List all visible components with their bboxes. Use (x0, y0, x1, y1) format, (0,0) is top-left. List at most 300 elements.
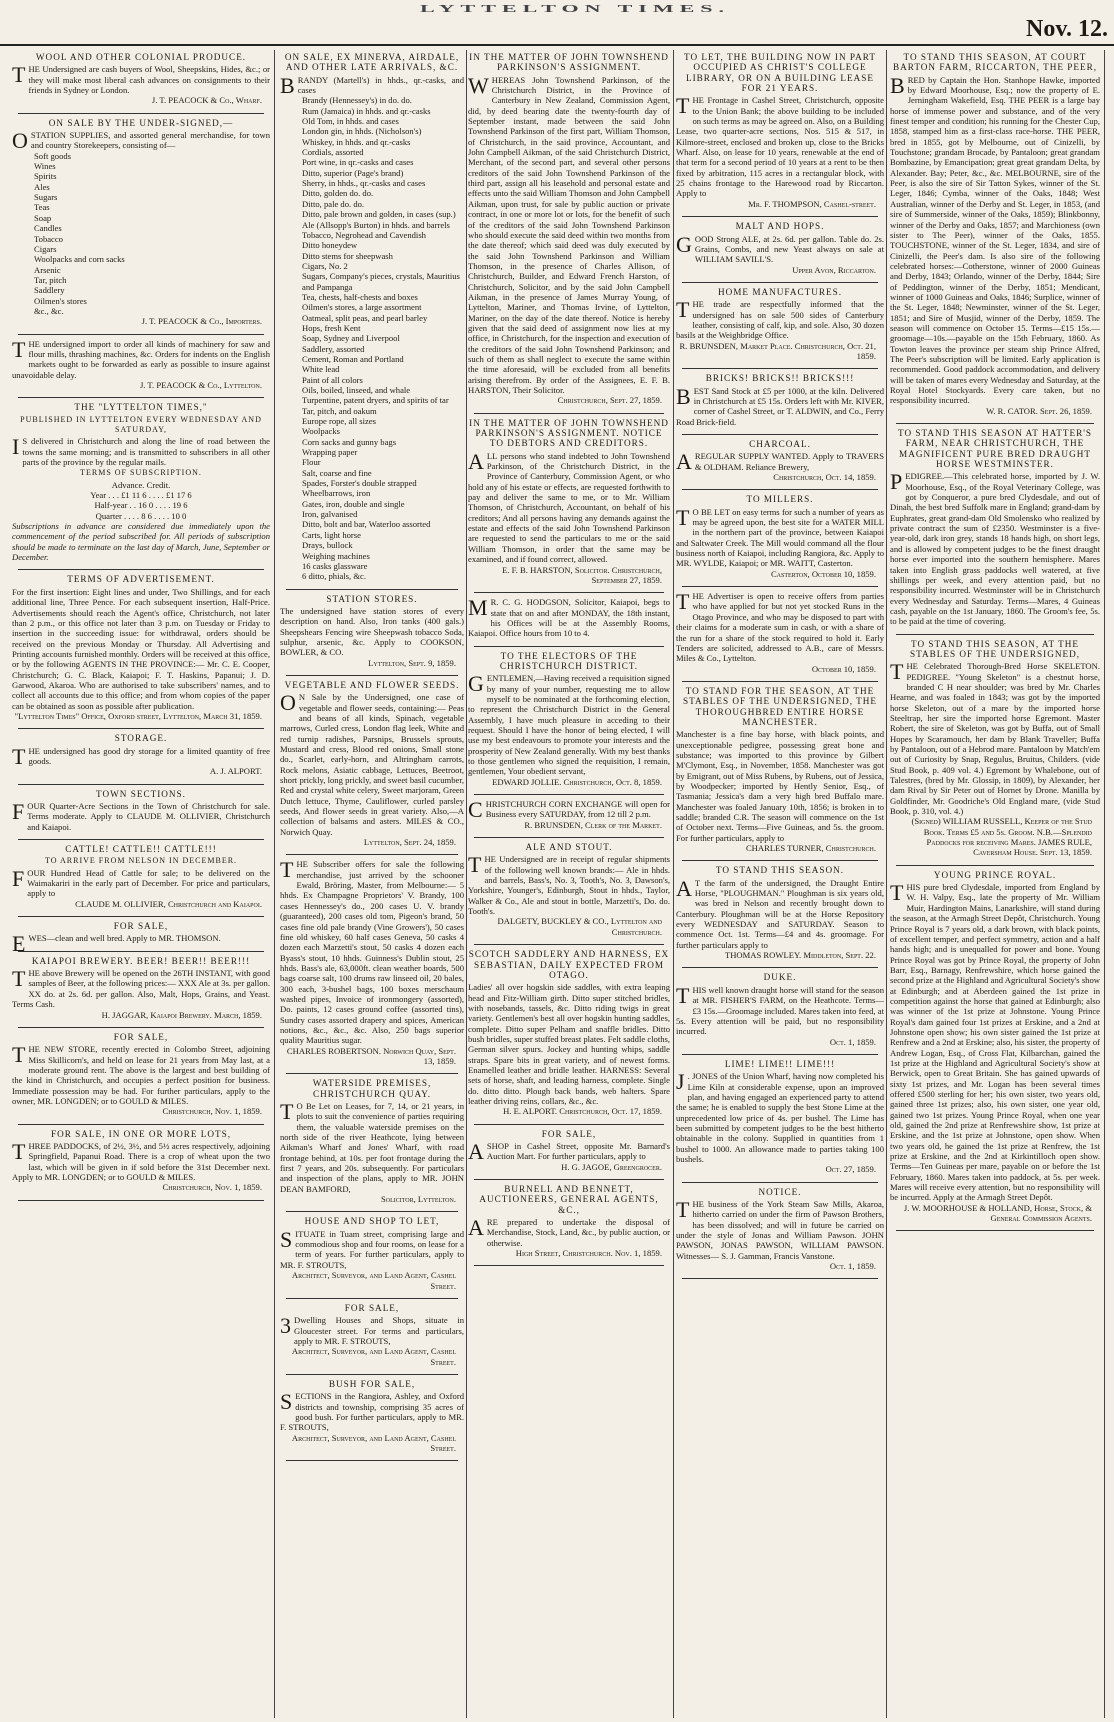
goods-item: Salt, coarse and fine (302, 467, 372, 478)
ad-body (280, 1391, 464, 1432)
ad-heading: SCOTCH SADDLERY AND HARNESS, EX SEBASTIAN, DAILY EXPECTED FROM OTAGO. (468, 949, 670, 980)
drop-capital: S (280, 1389, 293, 1415)
goods-item: 16 casks glassware (302, 560, 368, 571)
ad-text: HE Advertiser is open to receive offers from parties who have applied for but not yet stocked Runs in the Otago Province, and who may be disposed to part with their claims for a moderate sum in cash, or with a share of the run for a share of the stock required to hold it. Early Tenders are solicited, addressed to A.B., care of Messrs. Miles & Co., Lyttelton. (676, 591, 884, 664)
advertisement (676, 865, 884, 963)
ad-separator (682, 434, 878, 435)
ad-heading: NOTICE. (758, 1186, 802, 1197)
drop-capital: T (676, 1197, 690, 1222)
ad-signature: H. JAGGAR, Kaiapoi Brewery. March, 1859. (101, 1009, 262, 1020)
ad-signature: Mr. F. THOMPSON, Cashel-street. (748, 198, 876, 209)
goods-item: Old Tom, in hhds. and cases (302, 116, 399, 127)
goods-item: Tar, pitch (34, 274, 67, 285)
ad-heading: FOR SALE, IN ONE OR MORE LOTS, (50, 1128, 232, 1139)
ad-text: Manchester is a fine bay horse, with black points, and unexceptionable pedigree, possessing great bone and substance; was imported to this province by Gilbert M'Clymont, Esq., in November, 1858. Manchester was got by Emigrant, out of Miss Rubens, by Rubens, out of Jessica, by Woodpecker; imported by Hently Senior, Esq., of Tasmania; Jessica's dam a very high bred Buffalo mare. Manchester was foaled January 10th, 1856; is broken in to saddle; branded C.R. The season will commence on the 1st of October next. Terms—Five Guineas, and 5s. the groom. For further particulars, apply to (676, 729, 884, 843)
ad-separator (18, 951, 264, 952)
advertisement (12, 733, 270, 779)
goods-item: Port wine, in qr.-casks and cases (302, 157, 414, 168)
drop-capital: S (280, 1226, 293, 1252)
advertisement (280, 1379, 464, 1456)
ad-separator (474, 1124, 664, 1125)
ad-separator (18, 113, 264, 114)
advertisement (12, 1129, 270, 1196)
drop-capital: T (12, 743, 26, 769)
drop-capital: T (468, 852, 482, 878)
goods-item: Ditto, bolt and bar, Waterloo assorted (302, 519, 431, 530)
drop-capital: A (468, 1215, 484, 1241)
goods-item: Cordials, assorted (302, 147, 364, 158)
ad-text: STATION SUPPLIES, and assorted general merchandise, for town and country Storekeepers, consisting of— (30, 130, 270, 151)
ad-heading: TO STAND THIS SEASON AT HATTER'S FARM, NEAR CHRISTCHURCH, THE MAGNIFICENT PURE BRED DRAUGHT HORSE WESTMINSTER. (898, 428, 1092, 470)
terms-heading: TERMS OF SUBSCRIPTION. (80, 468, 202, 478)
advertisement (12, 844, 270, 912)
ad-separator (682, 282, 878, 283)
ad-body (12, 931, 270, 957)
ad-separator (286, 1073, 458, 1074)
ad-text: N Sale by the Undersigned, one case of vegetable and flower seeds, containing:— Peas and beans of all kinds, Spinach, vegetable marrows, Curled cress, London flag leek, White and red turnip radishes, Parsnips, Brussels sprouts, Mustard and cress, Blood red onions, Small stone do., Scarlet, early-horn, and Altringham carrots, Rock melons, Asiatic cabbage, Lettuces, Beetroot, short prickly, long prickly, and sweet basil cucumber, Red and crystal white celery, Sweet marjoram, Green Dutch lettuce, Thyme, Cauliflower, curled parsley seeds, And flower seeds in great variety. Also,—A collection of balsams and asters. MILES & CO., Norwich Quay. (280, 692, 464, 837)
ad-signature: THOMAS ROWLEY. Middleton, Sept. 22. (724, 950, 876, 961)
ad-signature: Architect, Surveyor, and Land Agent, Cashel Street. (291, 1346, 456, 1367)
goods-item: Woolpacks (302, 426, 340, 437)
drop-capital: A (676, 449, 692, 475)
ad-body (280, 1101, 464, 1194)
advertisement (280, 1078, 464, 1207)
goods-item: Europe rope, all sizes (302, 416, 376, 427)
ad-heading: TO STAND THIS SEASON, AT THE STABLES OF THE UNDERSIGNED, (909, 638, 1081, 659)
ad-text: WES—clean and well bred. Apply to MR. THOMSON. (28, 933, 221, 944)
column-rule (1104, 50, 1105, 1718)
goods-item: Tar, pitch, and oakum (302, 405, 377, 416)
ad-text: HREE PADDOCKS, of 2½, 3½, and 5½ acres respectively, adjoining Springfield, Papanui Road. There is a crop of wheat upon the two last, which will be given in if sold before the 31st December next. Apply to MR. LONGDEN; or to GOULD & MILES. (12, 1140, 270, 1182)
advertisement (468, 1184, 670, 1261)
ad-text: R. C. G. HODGSON, Solicitor, Kaiapoi, begs to state that on and after MONDAY, the 18th instant, his Offices will be at the Assembly Rooms, Kaiapoi. Office hours from 10 to 4. (468, 597, 670, 639)
ad-signature: Christchurch, Sept. 27, 1859. (557, 395, 662, 406)
ad-text: T the farm of the undersigned, the Draught Entire Horse, "PLOUGHMAN." Ploughman is six years old, was bred in Nelson and recently brought down to Canterbury. Ploughman will be at the Horse Repository every WEDNESDAY and SATURDAY. Season to commence Oct. 1st. Terms—£4 and 4s. groomage. For further particulars apply to (676, 877, 884, 950)
ad-separator (286, 1460, 458, 1461)
drop-capital: T (676, 982, 690, 1008)
drop-capital: T (890, 880, 904, 906)
ad-body (12, 128, 270, 154)
advertisement (280, 52, 464, 585)
ad-heading: CHARCOAL. (749, 439, 811, 449)
goods-item: Drays, bullock (302, 540, 353, 551)
advertisement (12, 921, 270, 957)
ad-separator (18, 397, 264, 398)
goods-item: Corn sacks and gunny bags (302, 436, 397, 447)
ad-signature: Lyttelton, Sept. 24, 1859. (363, 837, 456, 848)
goods-item: Oils, boiled, linseed, and whale (302, 385, 411, 395)
goods-item: Oatmeal, split peas, and pearl barley (302, 312, 428, 323)
ad-heading: MALT AND HOPS. (735, 221, 825, 232)
ad-signature: October 10, 1859. (811, 663, 876, 674)
ad-body (890, 661, 1100, 816)
goods-item: Whiskey, in hhds. and qr.-casks (302, 136, 411, 147)
ad-separator (286, 854, 458, 855)
advertisement (676, 52, 884, 212)
ad-body (468, 854, 670, 916)
ad-text: O Be Let on Leases, for 7, 14, or 21 years, in plots to suit the convenience of parties requiring them, the valuable waterside premises on the north side of the river Heathcote, lying between Aikman's Wharf and Jones' Wharf, with road frontage behind, at 10s. per foot frontage during the first 7 years, and 20s. subsequently. For particulars and inspection of the plans, apply to MR. JOHN DEAN BAMFORD, (280, 1101, 464, 1194)
drop-capital: T (12, 336, 26, 362)
ad-body (676, 1199, 884, 1261)
goods-item: Flour (302, 457, 321, 468)
advertisement (676, 287, 884, 364)
ad-heading: TO STAND THIS SEASON, AT COURT BARTON FARM, RICCARTON, THE PEER, (892, 52, 1097, 73)
ad-separator (18, 728, 264, 729)
column-rule (274, 50, 275, 1718)
ad-heading: HOME MANUFACTURES. (717, 286, 842, 297)
goods-item: Arsenic (34, 264, 61, 275)
ad-separator (474, 837, 664, 838)
ad-signature: CHARLES TURNER, Christchurch. (745, 843, 876, 854)
goods-item: Ditto, pale brown and golden, in cases (sup.) (302, 209, 456, 220)
ad-separator (896, 423, 1094, 424)
goods-item: Soap (34, 212, 52, 223)
drop-capital: O (12, 128, 28, 154)
ad-body (890, 882, 1100, 1203)
advertisement (676, 494, 884, 582)
ad-body (280, 692, 464, 837)
ad-signature: H. G. JAGOE, Greengrocer. (561, 1161, 662, 1172)
ad-heading: WATERSIDE PREMISES, CHRISTCHURCH QUAY. (312, 1078, 432, 1099)
ad-body (676, 982, 884, 1037)
ad-body (890, 471, 1100, 626)
advertisement (280, 594, 464, 671)
drop-capital: T (12, 1042, 26, 1068)
ad-heading: TO THE ELECTORS OF THE CHRISTCHURCH DISTRICT. (499, 650, 639, 671)
ad-text: RE prepared to undertake the disposal of Merchandise, Stock, Land, &c., by public auction, or otherwise. (486, 1217, 670, 1248)
ad-separator (474, 944, 664, 945)
ad-text: S delivered in Christchurch and along the line of road between the towns the same morning; and is transmitted to subscribers in all other parts of the province by the regular mails. (22, 436, 270, 468)
ad-text: HIS well known draught horse will stand for the season at MR. FISHER'S FARM, on the Heathcote. Terms—£3 15s.—Groomage included. Mares taken into feed, at 5s. Every attention will be paid, but no responsibility incurred. (676, 984, 884, 1037)
ad-text: LL persons who stand indebted to John Townshend Parkinson, of the Christchurch District, in the Province of Canterbury, Commission Agent, or who hold any of his estate or effects, are requested forthwith to pay and deliver the same to me, or to Mr. William Thomson, of Christchurch, Accountant, on behalf of his creditors; And all persons having any demands against the estate and effects of the said John Townshend Parkinson are requested to send the particulars to me or the said William Thomson, in order that the same may be examined, and if found correct, allowed. (468, 450, 670, 565)
ad-separator (18, 569, 264, 570)
ad-signature: (Signed) WILLIAM RUSSELL, Keeper of the Stud Book. Terms £5 and 5s. Groom. N.B.—Splendid Paddocks for receiving Mares. JAMES RULE, Caversham House. Sept. 13, 1859. (911, 816, 1092, 858)
ad-body (12, 865, 270, 899)
ad-separator (286, 1298, 458, 1299)
ad-signature: CHARLES ROBERTSON. Norwich Quay, Sept. 13, 1859. (286, 1045, 456, 1066)
ad-heading: TO STAND FOR THE SEASON, AT THE STABLES OF THE UNDERSIGNED, THE THOROUGHBRED ENTIRE HORSE MANCHESTER. (682, 685, 878, 727)
ad-text: OUR Hundred Head of Cattle for sale; to be delivered on the Waimakariri in the early part of December. For price and particulars, apply to (27, 867, 270, 899)
ad-heading: BUSH FOR SALE, (328, 1378, 416, 1389)
goods-item: Sherry, in hhds., qr.-casks and cases (302, 178, 426, 189)
ad-body (12, 968, 270, 1009)
terms-row: Quarter . . . . 8 6 . . . . 10 0 (95, 510, 187, 521)
ad-separator (474, 646, 664, 647)
ad-subheading: TO ARRIVE FROM NELSON IN DECEMBER. (44, 856, 238, 866)
ad-text: For the first insertion: Eight lines and under, Two Shillings, and for each additional line, Three Pence. For each subsequent insertion, Half-Price. Advertisements should reach the Agent's office, Christchurch, not later than 2 p.m., or this office not later than 3 p.m. on Tuesday or Friday to insertion in the succeeding issue: for withdrawal, orders should be received on the previous Monday or Thursday. All Advertising and Printing accounts furnished monthly. Orders will be received at this office, or by the following AGENTS IN THE PROVINCE:— Mr. C. E. Cooper, Christchurch; G. C. Black, Kaiapoi; F. T. Haskins, Papanui; J. D. Garwood, Akaroa. Who are authorised to take subscribers' names, and to collect all accounts due to this office; and from whom copies of the paper can be obtained as soon as possible after publication. (12, 586, 270, 711)
ad-heading: VEGETABLE AND FLOWER SEEDS. (284, 679, 460, 690)
ad-body (676, 875, 884, 950)
ad-separator (18, 334, 264, 335)
column-5 (890, 50, 1100, 1716)
drop-capital: I (12, 434, 20, 460)
goods-item: Saddlery, assorted (302, 343, 365, 354)
goods-item: Sugars, Company's pieces, crystals, Mauritius and Pampanga (302, 271, 460, 292)
ad-signature: Architect, Surveyor, and Land Agent, Cashel Street. (291, 1270, 456, 1291)
ad-separator (18, 839, 264, 840)
ad-text: HE undersigned import to order all kinds of machinery for saw and flour mills, thrashing machines, &c. Orders for indents on the English markets ought to be forwarded as early as possible to insure against unavoidable delay. (12, 338, 270, 380)
advertisement (280, 859, 464, 1069)
ad-separator (474, 592, 664, 593)
ad-body (676, 231, 884, 265)
advertisement (468, 799, 670, 833)
ad-body (280, 606, 464, 658)
goods-list (280, 95, 464, 581)
terms-row: Advance. Credit. (111, 479, 171, 490)
advertisement (468, 949, 670, 1120)
drop-capital: T (280, 857, 294, 883)
drop-capital: A (676, 875, 692, 901)
ad-separator (474, 1265, 664, 1266)
advertisement (676, 972, 884, 1049)
ad-body (676, 504, 884, 569)
goods-item: Weighing machines (302, 550, 370, 561)
ad-text: O BE LET on easy terms for such a number of years as may be agreed upon, the best site for a WATER MILL in the northern part of the province, between Kaiapoi and Saltwater Creek. The Mill would command all the flour business north of Kaiapoi, including Rangiora, &c. Apply to MR. WYLDE, Kaiapoi; or MR. WAITT, Casterton. (676, 506, 884, 569)
ad-separator (682, 368, 878, 369)
ad-body (468, 597, 670, 638)
ad-heading: WOOL AND OTHER COLONIAL PRODUCE. (35, 52, 247, 62)
advertisement (890, 870, 1100, 1227)
ad-separator (474, 413, 664, 414)
advertisement (468, 52, 670, 409)
ad-separator (18, 1124, 264, 1125)
ad-text: OOD Strong ALE, at 2s. 6d. per gallon. Table do. 2s. Grains, Combs, and new Yeast always on sale at WILLIAM SAVILL'S. (694, 233, 884, 265)
ad-separator (286, 675, 458, 676)
goods-item: Paint of all colors (302, 374, 363, 385)
ad-separator (286, 1374, 458, 1375)
advertisement (280, 1216, 464, 1293)
ad-text: HE Celebrated Thorough-Bred Horse SKELETON. PEDIGREE. "Young Skeleton" is a chestnut horse, branded C H near shoulder; was bred by Mr. Charles Hearne, and was foaled in 1843; was got by the imported horse Skeleton, out of a mare by the imported horse Steeltrap, her sire the imported horse Egremont. Master Robert, the sire of Skeleton, was got by Buffa, out of Small Hopes by Scaramouch, her dam by Blank Traveller; Buffa by Pantaloon, out of a Hebrod mare. Pantaloon by Match'em out of Curiosity by Snap, Regulus, Bruitus, Childers. (vide Stud Book, p. 409 vol. 4.) Egremont by Whalebone, out of Talestres, (bred by Mr. Glossip, in 1809), by Alexander, her dam Rival by Sir Peter out of Hornet by Drone. Manilla by Goldfinder, Mr. Goodriche's Old England mare, (vide Stud Book, p. 310, vol. 4.) (890, 661, 1100, 817)
ad-heading: ALE AND STOUT. (525, 842, 613, 853)
ad-heading: ON SALE, EX MINERVA, AIRDALE, AND OTHER LATE ARRIVALS, &C. (284, 52, 460, 73)
ad-text: RED by Captain the Hon. Stanhope Hawke, imported by Edward Moorhouse, Esq.; now the property of E. Jerningham Wakefield, Esq. THE PEER is a large bay horse of immense power and substance, and of the very finest temper and condition; his running for the Chester Cup, 1858, stamped him as a first-class race-horse. THE PEER, bred in 1855, got by Melbourne, out of Cinizelli, by Touchstone; grandam Brocade, by Pantaloon; great grandam Bombazine, by Emancipation; great great grandam Delta, by Alexander. Bay; Peter, &c., &c. MELBOURNE, sire of the Peer, is also the sire of Sir Tatton Sykes, winner of the St. Leger, 1846; Cymba, winner of the Oaks, 1848; West Australian, winner of the Derby and St. Leger, in 1853, (and sire of Summerside, winner of the Oaks, 1859); Blinkbonny, winner of the Derby and Oaks, 1857; and Marchioness (own sister to The Peer), winner of the Oaks, 1855. TOUCHSTONE, winner of the St. Leger, 1834, and sire of Cinizelli, the Peer's dam. Is also sire of the following celebrated horses:—Cotherstone, winner of 2000 Guineas and Derby, 1843; Orlando, winner of the Derby, 1844; Sire of Peddington, winner of the Derby, 1851; Mendicant, winner of 1000 Guineas and Oaks, 1846; Surplice, winner of the St. Leger, 1848; Newminster, winner of the St. Leger, 1851; and Sire of Musjid, winner of the Derby, 1859. The season will commence on October 15. Terms—£15 15s.—groomage—10s.—payable on the 15th February, 1860. As Towton leaves the province per steam ship Prince Alfred, The Peer's subscription will be limited. Early application is recommended. Good paddock accommodation, and delivery will be taken of mares every Wednesday and Saturday, at the Royal Hotel Stockyards. Every care taken, but no responsibility incurred. (890, 74, 1100, 406)
ad-heading: TO STAND THIS SEASON. (715, 865, 845, 876)
ad-subheading: PUBLISHED IN LYTTELTON EVERY WEDNESDAY AND SATURDAY, (20, 414, 262, 434)
drop-capital: T (676, 504, 690, 530)
drop-capital: W (468, 72, 489, 98)
ad-signature: CLAUDE M. OLLIVIER, Christchurch and Kaiapoi. (75, 898, 262, 909)
ad-body (676, 383, 884, 427)
ad-body (280, 859, 464, 1045)
ad-body (12, 1044, 270, 1106)
advertisement (676, 686, 884, 857)
ad-text: HE Subscriber offers for sale the following merchandise, just arrived by the schooner Ewald, Bröring, Master, from Melbourne:— 5 hhds. Ex Champagne Proprietors' V. Brandy, 100 cases Hennessey's do., 200 cases U. V. brandy (guaranteed), 200 cases old tom, Pigeon's brand, 50 cases fine old pale brandy (Vine Growers'), 50 cases fine old whiskey, 60 half cases Geneva, 50 casks 4 dozen each Marzetti's stout, 50 casks 4 dozen each Byass's stout, 10 hhds. Guinness's Dublin stout, 25 hhds. Bass's ale, 63,000ft. clean weather boards, 500 bags coarse salt, 100 drums raw linseed oil, 20 bales, 300 each, 3-bushel bags, 100 boxes merschaum washed pipes, Invoice of ironmongery (assorted), Do. paints, 12 cases ground coffee (assorted tins), Sundry cases assorted drapery and spices, American notions, &c., &c., &c. Also, 250 bags superior quality Mauritius sugar. (280, 859, 464, 1046)
ad-signature: DALGETY, BUCKLEY & CO., Lyttelton and Christchurch. (497, 916, 662, 937)
ad-heading: STORAGE. (114, 733, 168, 744)
ad-signature: Christchurch, Nov. 1, 1859. (162, 1182, 262, 1193)
goods-item: Spirits (34, 171, 57, 182)
ad-signature: High Street, Christchurch. Nov. 1, 1859. (515, 1248, 662, 1259)
goods-item: Rum (Jamaica) in hhds. and qr.-casks (302, 105, 431, 116)
ad-heading: LIME! LIME!! LIME!!! (724, 1058, 836, 1069)
ad-text: HEREAS John Townshend Parkinson, of the Christchurch District, in the Province of Canterbury in New Zealand, Commission Agent, did, by deed bearing date the twenty-fourth day of September instant, made between the said John Townshend Parkinson of the first part, William Thomson, of Christchurch, in the said province, Accountant, and John Campbell Aikman, of the said Christchurch District, Merchant, of the second part, and several other persons creditors of the said John Townshend Parkinson of the third part, assign all his leasehold and personal estate and effects unto the said William Thomson and John Campbell Aikman, upon trust, for sale by public auction or private contract, in one or more lot or lots, for the benefit of such of the creditors of the said John Townshend Parkinson who should execute the said deed within two months from the date thereof; which said deed was duly executed by the said John Townshend Parkinson and William Thomson, in the presence of Charles Allison, of Christchurch, Builder, and Edward French Harston, of Christchurch, Solicitor, and by the said John Campbell Aikman, in the presence of James Murray Young, of Lyttelton, Mariner, and Thomas Irvine, of Lyttelton, Mariner, on the day of the date thereof. Notice is hereby given that the said deed of assignment now lies at my office, in Christchurch, for the inspection and execution of the creditors of the said John Townshend Parkinson; and such of them as shall neglect to execute the same within the time aforesaid, will be excluded from all benefits arising therefrom. By order of the Assignees, E. F. B. HARSTON, Their Solicitor. (468, 74, 670, 395)
drop-capital: T (676, 297, 690, 323)
ad-heading: YOUNG PRINCE ROYAL. (933, 869, 1057, 880)
ad-signature: J. W. MOORHOUSE & HOLLAND, Horse, Stock, & General Commission Agents. (903, 1202, 1092, 1224)
ad-body (468, 72, 670, 396)
ad-separator (682, 586, 878, 587)
ad-heading: DUKE. (763, 972, 797, 983)
ad-separator (682, 1054, 878, 1055)
drop-capital: O (280, 690, 296, 716)
drop-capital: E (12, 931, 26, 957)
goods-item: Tobacco (34, 233, 63, 244)
ad-signature: J. T. PEACOCK & Co., Lyttelton. (139, 379, 262, 390)
ad-signature: Christchurch, Oct. 14, 1859. (773, 472, 876, 483)
goods-item: Ditto, golden do. do. (302, 188, 374, 199)
ad-separator (896, 1230, 1094, 1231)
ad-signature: Oct. 27, 1859. (825, 1164, 876, 1175)
goods-item: Tobacco, Negrohead and Cavendish (302, 229, 426, 240)
advertisement (468, 418, 670, 589)
ad-heading: STATION STORES. (326, 593, 418, 604)
drop-capital: B (676, 383, 691, 409)
ad-heading: TO MILLERS. (746, 494, 814, 505)
ad-body (676, 1071, 884, 1164)
ad-separator (18, 1200, 264, 1201)
ad-text: ENTLEMEN,—Having received a requisition signed by many of your number, requesting me to allow myself to be nominated at the forthcoming election, to represent the Christchurch District in the General Assembly, I have much pleasure in acceding to their request. Should I have the honor of being elected, I will use my best endeavours to promote your interests and the prosperity of New Zealand generally. With my best thanks to those gentlemen who signed the requisition, I remain, gentlemen, Your obedient servant, (468, 673, 670, 777)
goods-item: London gin, in hhds. (Nicholson's) (302, 126, 422, 137)
ad-text: Dwelling Houses and Shops, situate in Gloucester street. For terms and particulars, apply to MR. F. STROUTS, (294, 1315, 464, 1346)
ad-body (12, 436, 270, 467)
ad-heading: THE "LYTTELTON TIMES," (74, 402, 208, 413)
ad-separator (682, 967, 878, 968)
ad-separator (682, 860, 878, 861)
ad-body (676, 299, 884, 340)
ad-separator (682, 1182, 878, 1183)
ad-text: HRISTCHURCH CORN EXCHANGE will open for Business every SATURDAY, from 12 till 2 p.m. (485, 799, 670, 820)
goods-item: Ale (Allsopp's Burton) in hhds. and barrels (302, 219, 450, 230)
ad-text: HE above Brewery will be opened on the 26TH INSTANT, with good samples of Beer, at the following prices:— XXX Ale at 3s. per gallon. XX do. at 2s. 6d. per gallon. Also, Malt, Hops, Grains, and Yeast. Terms Cash. (12, 968, 270, 1010)
drop-capital: T (12, 1138, 26, 1164)
goods-item: Cigars (34, 243, 57, 254)
ad-body (12, 587, 270, 711)
advertisement (676, 373, 884, 430)
ad-signature: R. BRUNSDEN, Clerk of the Market. (524, 819, 662, 830)
ad-text: HE trade are respectfully informed that the undersigned has on sale 500 sides of Canterbury leather, consisting of calf, kip, and sole. Also, 30 dozen basils at the Weighbridge Office. (676, 299, 884, 341)
ad-signature: Casterton, October 10, 1859. (770, 568, 876, 579)
column-rule (673, 50, 674, 1718)
ad-text: ECTIONS in the Rangiora, Ashley, and Oxford districts and township, comprising 35 acres of good bush. For further particulars, apply to MR. F. STROUTS, (280, 1391, 464, 1433)
advertisement (12, 118, 270, 330)
goods-item: Woolpacks and corn sacks (34, 254, 125, 265)
ad-text: The undersigned have station stores of every description on hand. Also, Iron tanks (400 gals.) Sheepshears Fencing wire Sheepwash tobacco Soda, sulphur, arsenic, &c. Apply to COOKSON, BOWLER, & CO. (280, 605, 464, 658)
ad-body (468, 797, 670, 823)
goods-item: Ditto honeydew (302, 240, 358, 251)
goods-item: Teas (34, 202, 50, 213)
ad-separator (18, 916, 264, 917)
advertisement (280, 1303, 464, 1370)
ad-signature: H. E. ALPORT. Christchurch, Oct. 17, 1859. (503, 1106, 662, 1117)
goods-item: Oilmen's stores (34, 295, 87, 306)
goods-item: Ales (34, 181, 50, 192)
ad-text: RANDY (Martell's) in hhds., qr.-casks, and cases (297, 74, 464, 96)
ad-text: . JONES of the Union Wharf, having now completed his Lime Kiln at considerable expense, upon an improved plan, and having engaged an experienced party to attend the same; he is enabled to supply the best Stone Lime at the unprecedented low price of 4s. per bushel. The Lime has been submitted by competent judges to be the best hitherto obtainable in the colony. Supplied in quantities from 1 bushel to 1000. An allowance made to parties taking 100 bushels. (676, 1071, 884, 1164)
column-1 (12, 50, 270, 1716)
ad-heading: BURNELL AND BENNETT, AUCTIONEERS, GENERAL AGENTS, &C., (479, 1184, 659, 1215)
drop-capital: A (468, 448, 484, 474)
ad-text: EDIGREE.—This celebrated horse, imported by J. W. Moorhouse, Esq., of the Royal Veterinary College, was got by Conqueror, a pure bred Clydesdale, and out of Dinah, the best bred Suffolk mare in England; grand-dam by Euphrates, great grand-dam Old Smolensko who realized by private contract the sum of £2350. Westminster is a five-year-old, dark iron grey, stands 18 hands high, on short legs, and is allowed by competent judges to be the finest draught horse ever imported into the southern hemisphere. Mares taken into English grass paddocks well watered, at five shillings per week, and every attention paid, but no responsibility incurred. Westminster will be in Christchurch every Wednesday and Saturday. Terms—Mares, 4 Guineas cash, payable on the 1st January, 1860. The Groom's fee, 5s. to be paid at the time of covering. (890, 471, 1100, 627)
ad-body (12, 336, 270, 380)
advertisement (890, 52, 1100, 419)
advertisement (468, 1129, 670, 1175)
ad-body (468, 1217, 670, 1248)
goods-item: Candles (34, 223, 62, 234)
ad-signature: Christchurch, Nov. 1, 1859. (162, 1106, 262, 1117)
terms-row: Year . . . £1 11 6 . . . . £1 17 6 (90, 490, 192, 501)
ad-text: SHOP in Cashel Street, opposite Mr. Barnard's Auction Mart. For further particulars, apply to (486, 1141, 670, 1162)
advertisement (12, 789, 270, 835)
ad-separator (18, 1027, 264, 1028)
drop-capital: T (676, 93, 690, 119)
ad-separator (682, 489, 878, 490)
ad-signature: Oct. 1, 1859. (829, 1036, 876, 1047)
masthead (0, 0, 1114, 46)
ad-body (676, 449, 884, 475)
ad-body (12, 801, 270, 832)
advertisement (280, 680, 464, 851)
drop-capital: A (468, 1139, 484, 1164)
drop-capital: F (12, 799, 25, 824)
ad-heading: FOR SALE, (344, 1302, 400, 1313)
ad-signature: J. T. PEACOCK & Co., Importers. (141, 316, 262, 327)
goods-item: Saddlery (34, 285, 65, 296)
ad-signature: Oct. 1, 1859. (829, 1261, 876, 1272)
advertisement (676, 221, 884, 278)
ad-text: HE Frontage in Cashel Street, Christchurch, opposite to the Union Bank; the above building to be included on such terms as may be agreed on. Also, on a Building Lease, two quarter-acre sections, Nos. 515 & 517, in Kilmore-street, enclosed and broken up, close to the Bricks Wharf. Also, on lease for 10 years, renewable at the end of that term for a second period of 10 years at a rent to be then fixed by arbitration, 115 acres in a rectangular block, with 25 chains frontage to the Harewood road by Riccarton. Apply to (676, 95, 884, 199)
ad-body (280, 72, 464, 98)
goods-item: Turpentine, patent dryers, and spirits of tar (302, 395, 449, 406)
goods-item: Wheelbarrows, iron (302, 488, 371, 499)
advertisement (468, 597, 670, 641)
goods-item: Ditto, pale do. do. (302, 198, 365, 209)
advertisement (676, 439, 884, 485)
advertisement (676, 1187, 884, 1275)
ad-body (12, 64, 270, 95)
ad-heading: IN THE MATTER OF JOHN TOWNSHEND PARKINSON'S ASSIGNMENT. NOTICE TO DEBTORS AND CREDITORS. (469, 417, 669, 449)
goods-item: Ditto, superior (Page's brand) (302, 167, 404, 178)
ad-body (676, 591, 884, 663)
goods-item: Gates, iron, double and single (302, 498, 405, 509)
advertisement (468, 651, 670, 790)
ad-body (468, 448, 670, 565)
issue-date: Nov. 12. (1025, 16, 1108, 42)
goods-item: Oilmen's stores, a large assortment (302, 302, 422, 313)
drop-capital: M (468, 595, 488, 621)
ad-separator (286, 589, 458, 590)
drop-capital: 3 (280, 1313, 291, 1339)
ad-signature: A. J. ALPORT. (209, 766, 262, 777)
ad-body (468, 1141, 670, 1162)
ad-signature: Architect, Surveyor, and Land Agent, Cashel Street. (291, 1432, 456, 1453)
ad-signature: "Lyttelton Times" Office, Oxford street, Lyttelton, March 31, 1859. (14, 710, 262, 721)
ad-text: HE Undersigned are cash buyers of Wool, Sheepskins, Hides, &c.; or they will make most liberal cash advances on consignments to their friends in Sydney or London. (28, 64, 270, 96)
ad-separator (682, 1278, 878, 1279)
goods-item: Cigars, No. 2 (302, 260, 348, 271)
ad-separator (286, 1211, 458, 1212)
ad-separator (474, 1179, 664, 1180)
ad-text: HIS pure bred Clydesdale, imported from England by W. H. Valpy, Esq., late the property of Mr. William Muir, Hardington Mains, Lanarkshire, will stand during the season, at the Armagh Street Depôt, Christchurch. Young Prince Royal is 7 years old, a dark brown, with black points, of excellent temper, and perfect symmetry, action and a half hands high; and is unequalled for power and bone. Young Prince Royal was got by Prince Royal, the property of John Barr, Esq., Barnagy, Renfrewshire, which horse gained the second prize at the Highland and Agricultural Society's show at Edinburgh; and at Aberdeen gained the 1st prize in competition against the horse that gained at Edinburgh; also was winner of the 1st prize at Johnstone. Young Prince Royal's dam gained four 1st prizes at Erskine, and a 2nd at Johnstone open show; his own sister gained the 1st prize at Renfrew and a 2nd at Erskine; also, his sister, the property of Andrew Logan, Esq., of Cross Flat, Kilbarchan, gained the 1st prize at the Highland and Agricultural Society's show at Berwick, open to Great Britain. She has gained upwards of sixty 1st prizes, and Mr. Logan has been several times offered £500 sterling for her; his own sister, two years old, gained three 1st prizes; also, his own sister, one year old, gained two 1st prizes. Young Prince Royal, when one year old, gained the 2nd prize at Renfrewshire show, 1st prize at Erskine, and the 1st prize at Johnstone, open show. When two years old, he gained the 1st prize at Renfrew, the 1st prize at Erskine, and the 2nd at Kirkintilloch open show. Terms—Ten Guineas per mare, payable on or before the 1st February, 1860. Mares taken into paddock, at 5s. per week. Mares will receive every attention, but no responsibility will be incurred. Apply at the Armagh Street Depôt. (890, 882, 1100, 1203)
drop-capital: F (12, 865, 25, 891)
ad-body (468, 982, 670, 1106)
drop-capital: G (468, 671, 484, 697)
ad-signature: R. BRUNSDEN, Market Place. Christchurch, Oct. 21, 1859. (679, 340, 876, 361)
ad-heading: TO LET, THE BUILDING NOW IN PART OCCUPIED AS CHRIST'S COLLEGE LIBRARY, OR ON A BUILDING LEASE FOR 21 YEARS. (684, 52, 876, 94)
advertisement (890, 428, 1100, 630)
goods-item: Cement, Roman and Portland (302, 353, 404, 364)
ad-signature: W. R. CATOR. Sept. 26, 1859. (986, 405, 1092, 416)
column-rule (466, 50, 467, 1718)
